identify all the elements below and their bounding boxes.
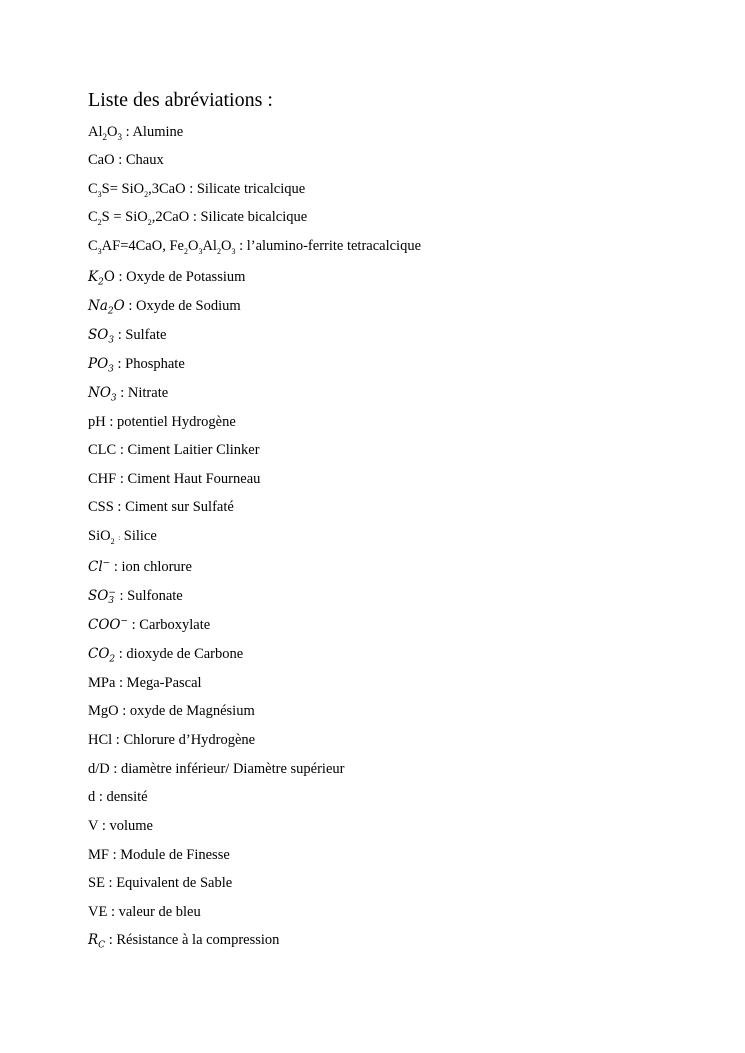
abbrev-so3-minus <box>88 586 183 606</box>
abbrev-definition: : l’alumino-ferrite tetracalcique <box>239 238 422 254</box>
abbrev-ph: pH : potentiel Hydrogène <box>88 414 236 430</box>
abbrev-clc: CLC : Ciment Laitier Clinker <box>88 442 260 458</box>
abbrev-term: $K_2O$ <box>88 269 115 288</box>
abbrev-term: $PO_3$ <box>88 356 114 375</box>
abbrev-term: $Na_2O$ <box>88 298 125 317</box>
abbrev-v: V : volume <box>88 818 153 834</box>
abbrev-definition: : Oxyde de Potassium <box>118 269 246 285</box>
abbrev-mpa: MPa : Mega-Pascal <box>88 675 202 691</box>
abbrev-mf: MF : Module de Finesse <box>88 847 230 863</box>
abbrev-definition: : Résistance à la compression <box>108 932 280 948</box>
abbrev-chf: CHF : Ciment Haut Fourneau <box>88 471 261 487</box>
abbrev-definition: : Phosphate <box>117 356 185 372</box>
abbrev-cl <box>88 557 192 577</box>
abbrev-d: d : densité <box>88 789 148 805</box>
abbrev-term: $C_3S= SiO_2,3CaO$ <box>88 181 186 199</box>
abbrev-co2 <box>88 644 243 664</box>
abbrev-term: $Al_2O_3$ <box>88 124 122 142</box>
abbrev-hcl: HCl : Chlorure d’Hydrogène <box>88 732 256 748</box>
abbrev-ve: VE : valeur de bleu <box>88 904 201 920</box>
abbrev-definition: : dioxyde de Carbone <box>118 646 244 662</box>
abbrev-mgo: MgO : oxyde de Magnésium <box>88 703 255 719</box>
abbrev-definition: Silice <box>123 528 157 544</box>
abbrev-definition: : Sulfate <box>117 327 167 343</box>
abbrev-term: Cl− <box>88 558 111 575</box>
abbrev-definition: : Nitrate <box>120 385 169 401</box>
abbrev-po3 <box>88 354 185 374</box>
abbrev-k2o <box>88 267 245 287</box>
abbrev-definition: : Carboxylate <box>131 617 211 633</box>
abbrev-no3 <box>88 383 168 403</box>
abbrev-cao: CaO : Chaux <box>88 152 164 168</box>
abbrev-c2s <box>88 207 307 227</box>
abbrev-se: SE : Equivalent de Sable <box>88 875 233 891</box>
abbrev-al2o3 <box>88 122 183 142</box>
abbrev-term: COO− <box>88 616 129 633</box>
abbrev-dd: d/D : diamètre inférieur/ Diamètre supérieur <box>88 761 345 777</box>
abbrev-sio2 <box>88 526 157 548</box>
abbrev-definition: : Silicate tricalcique <box>189 181 306 197</box>
abbrev-term: SO − 3 <box>88 587 116 606</box>
abbrev-term: SiO$_2$ : <box>88 528 121 546</box>
abbrev-term: $R_C$ <box>88 932 106 951</box>
abbrev-term: $C_3AF=4CaO$, $Fe_2O_3Al_2O_3$ <box>88 238 236 256</box>
abbrev-term: $C_2S = SiO_2,2CaO$ <box>88 209 190 227</box>
abbrev-definition: : ion chlorure <box>113 559 192 575</box>
page-title: Liste des abréviations : <box>88 89 273 111</box>
abbrev-term: $NO_3$ <box>88 385 117 404</box>
abbrev-coo <box>88 615 210 635</box>
abbrev-definition: : Sulfonate <box>119 588 183 604</box>
abbrev-definition: : Alumine <box>125 124 184 140</box>
abbrev-term: $SO_3$ <box>88 327 115 346</box>
abbrev-so3 <box>88 325 166 345</box>
abbrev-c3af <box>88 236 421 256</box>
abbrev-css: CSS : Ciment sur Sulfaté <box>88 499 234 515</box>
abbrev-rc <box>88 930 279 950</box>
abbrev-c3s <box>88 179 305 199</box>
abbrev-term: $CO_2$ <box>88 646 116 665</box>
abbrev-definition: : Oxyde de Sodium <box>128 298 241 314</box>
abbrev-definition: : Silicate bicalcique <box>192 209 308 225</box>
abbrev-na2o <box>88 296 241 316</box>
